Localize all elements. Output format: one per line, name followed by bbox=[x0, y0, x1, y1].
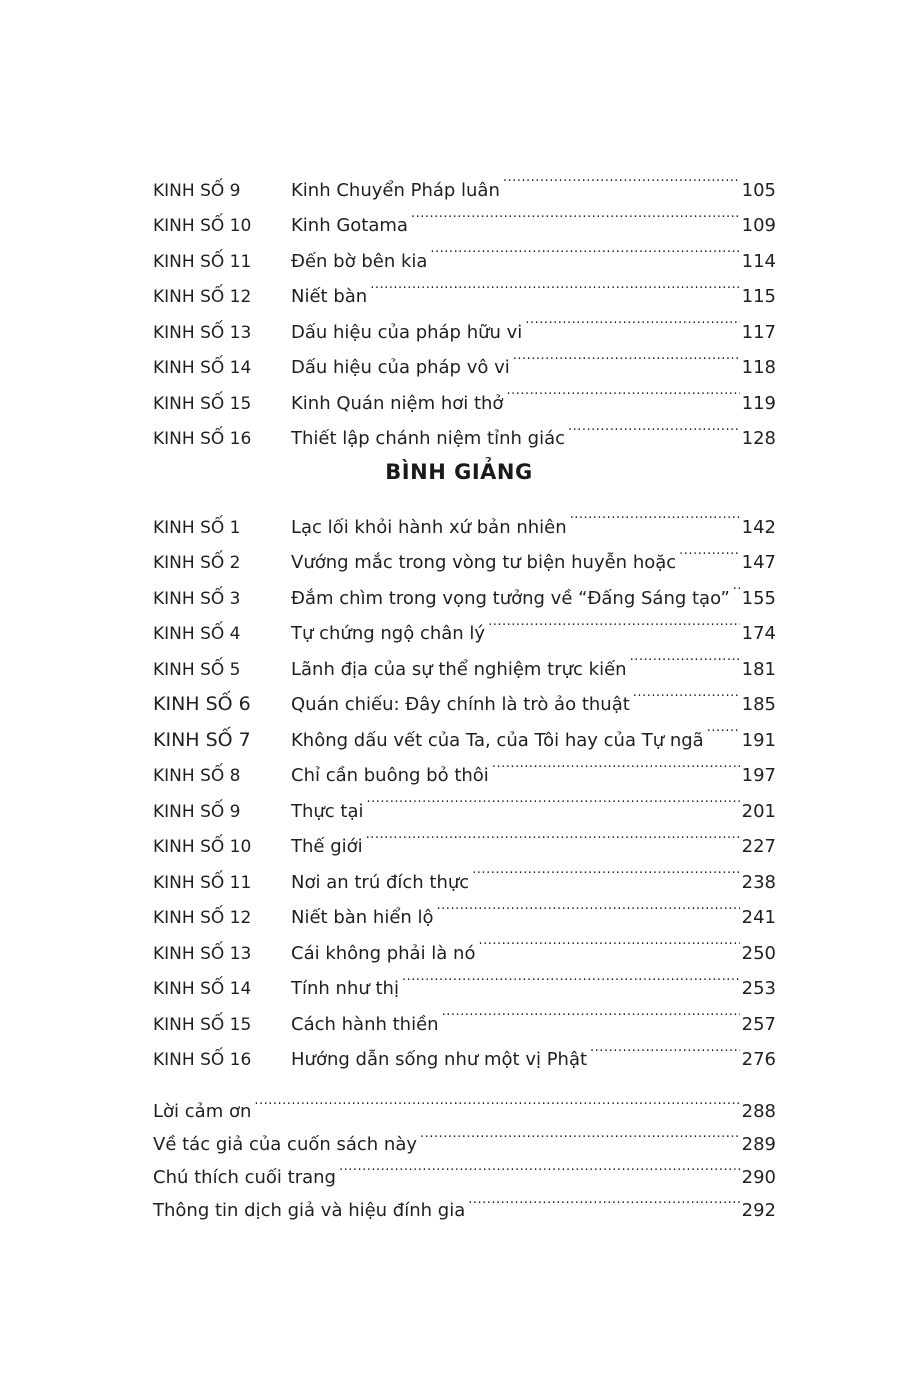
toc-leader-dots bbox=[492, 746, 740, 782]
toc-entry-label: KINH SỐ 11 bbox=[153, 251, 252, 272]
toc-entry-page: 128 bbox=[740, 421, 776, 457]
toc-entry-page: 109 bbox=[740, 208, 776, 244]
toc-entry-page: 288 bbox=[740, 1095, 776, 1128]
toc-entry-label: KINH SỐ 13 bbox=[153, 943, 252, 964]
toc-entry-title: Nơi an trú đích thực bbox=[291, 871, 470, 893]
toc-leader-dots bbox=[478, 923, 739, 959]
toc-leader-dots bbox=[468, 1183, 739, 1216]
toc-entry-title: Vướng mắc trong vòng tư biện huyễn hoặc bbox=[291, 552, 677, 573]
toc-entry-page: 289 bbox=[740, 1128, 776, 1161]
section-heading: BÌNH GIẢNG bbox=[385, 460, 533, 484]
toc-entry-page: 276 bbox=[740, 1042, 776, 1078]
toc-entry-label: KINH SỐ 9 bbox=[153, 801, 241, 822]
toc-entry-page: 290 bbox=[740, 1161, 776, 1194]
toc-entry-page: 115 bbox=[740, 279, 776, 315]
toc-entry-title: Hướng dẫn sống như một vị Phật bbox=[291, 1049, 588, 1070]
toc-entry-label: KINH SỐ 14 bbox=[153, 979, 252, 999]
toc-entry-title: Lãnh địa của sự thể nghiệm trực kiến bbox=[291, 658, 627, 680]
toc-section-commentary bbox=[153, 497, 776, 1070]
toc-entry-label: KINH SỐ 3 bbox=[153, 588, 241, 609]
toc-leader-dots bbox=[420, 1117, 740, 1150]
toc-leader-dots bbox=[707, 710, 740, 746]
toc-entry-page: 114 bbox=[740, 244, 776, 280]
toc-entry-title: Về tác giả của cuốn sách này bbox=[153, 1134, 418, 1155]
toc-entry-title: Dấu hiệu của pháp vô vi bbox=[291, 357, 510, 378]
toc-entry-title: Kinh Quán niệm hơi thở bbox=[291, 392, 504, 414]
toc-entry-page: 197 bbox=[740, 758, 776, 794]
toc-section-back-matter bbox=[153, 1084, 776, 1221]
toc-leader-dots bbox=[254, 1084, 739, 1117]
toc-leader-dots bbox=[339, 1150, 740, 1183]
toc-entry-title: Lời cảm ơn bbox=[153, 1101, 252, 1122]
toc-entry-label: KINH SỐ 12 bbox=[153, 287, 252, 307]
toc-entry-page: 181 bbox=[740, 652, 776, 688]
toc-entry-title: Niết bàn hiển lộ bbox=[291, 907, 434, 928]
toc-entry-page: 257 bbox=[740, 1007, 776, 1043]
toc-entry-title: Tự chứng ngộ chân lý bbox=[291, 623, 486, 644]
toc-leader-dots bbox=[411, 196, 740, 232]
toc-entry-label: KINH SỐ 15 bbox=[153, 393, 252, 414]
toc-entry-page: 241 bbox=[740, 900, 776, 936]
toc-entry-title: Thực tại bbox=[291, 800, 364, 822]
toc-entry-title: Kinh Chuyển Pháp luân bbox=[291, 179, 500, 201]
toc-entry bbox=[153, 497, 776, 538]
toc-leader-dots bbox=[590, 1030, 740, 1066]
toc-entry-page: 119 bbox=[740, 386, 776, 422]
toc-leader-dots bbox=[630, 639, 740, 675]
toc-entry-page: 117 bbox=[740, 315, 776, 351]
toc-leader-dots bbox=[733, 568, 740, 604]
toc-leader-dots bbox=[442, 994, 740, 1030]
toc-entry-page: 105 bbox=[740, 173, 776, 209]
toc-leader-dots bbox=[506, 373, 739, 409]
toc-entry-page: 201 bbox=[740, 794, 776, 830]
toc-leader-dots bbox=[568, 409, 740, 445]
toc-entry-title: Niết bàn bbox=[291, 286, 368, 307]
toc-leader-dots bbox=[402, 959, 740, 995]
toc-entry-title: Thông tin dịch giả và hiệu đính gia bbox=[153, 1200, 466, 1221]
toc-entry-label: KINH SỐ 16 bbox=[153, 1050, 252, 1070]
toc-entry-page: 191 bbox=[740, 723, 776, 759]
toc-entry-label: KINH SỐ 7 bbox=[153, 728, 251, 751]
toc-leader-dots bbox=[525, 302, 739, 338]
toc-leader-dots bbox=[633, 675, 740, 711]
toc-entry-page: 292 bbox=[740, 1194, 776, 1227]
toc-leader-dots bbox=[430, 231, 739, 267]
toc-entry-label: KINH SỐ 8 bbox=[153, 766, 241, 786]
toc-entry-label: KINH SỐ 13 bbox=[153, 322, 252, 343]
toc-entry-title: Không dấu vết của Ta, của Tôi hay của Tự ngã bbox=[291, 729, 704, 751]
toc-entry-title: Lạc lối khỏi hành xứ bản nhiên bbox=[291, 516, 567, 538]
toc-entry-title: Tính như thị bbox=[291, 978, 399, 999]
toc-entry-page: 142 bbox=[740, 510, 776, 546]
toc-entry-label: KINH SỐ 14 bbox=[153, 358, 252, 378]
toc-entry-title: Chú thích cuối trang bbox=[153, 1167, 336, 1188]
toc-entry-label: KINH SỐ 5 bbox=[153, 659, 241, 680]
toc-entry-label: KINH SỐ 10 bbox=[153, 216, 252, 236]
toc-entry-label: KINH SỐ 11 bbox=[153, 872, 252, 893]
toc-entry-title: Chỉ cần buông bỏ thôi bbox=[291, 765, 489, 786]
toc-entry-label: KINH SỐ 16 bbox=[153, 429, 252, 449]
toc-entry-label: KINH SỐ 15 bbox=[153, 1014, 252, 1035]
toc-leader-dots bbox=[503, 160, 740, 196]
toc-leader-dots bbox=[570, 497, 740, 533]
toc-entry-title: Quán chiếu: Đây chính là trò ảo thuật bbox=[291, 694, 630, 715]
toc-entry-page: 185 bbox=[740, 687, 776, 723]
toc-entry-label: KINH SỐ 10 bbox=[153, 837, 252, 857]
toc-entry-title: Đắm chìm trong vọng tưởng về “Đấng Sáng tạo” bbox=[291, 587, 730, 609]
toc-entry-page: 147 bbox=[740, 545, 776, 581]
toc-entry-title: Thiết lập chánh niệm tỉnh giác bbox=[291, 428, 565, 449]
toc-entry-page: 238 bbox=[740, 865, 776, 901]
toc-entry-page: 253 bbox=[740, 971, 776, 1007]
toc-entry-title: Thế giới bbox=[291, 836, 363, 857]
toc-entry-label: KINH SỐ 6 bbox=[153, 693, 251, 715]
toc-entry-page: 155 bbox=[740, 581, 776, 617]
toc-leader-dots bbox=[472, 852, 739, 888]
toc-entry-title: Kinh Gotama bbox=[291, 215, 408, 236]
toc-leader-dots bbox=[437, 888, 740, 924]
toc-entry-label: KINH SỐ 9 bbox=[153, 180, 241, 201]
toc-entry-label: KINH SỐ 12 bbox=[153, 908, 252, 928]
toc-entry-page: 227 bbox=[740, 829, 776, 865]
toc-entry-title: Cách hành thiền bbox=[291, 1013, 439, 1035]
toc-entry-label: KINH SỐ 4 bbox=[153, 624, 241, 644]
toc-entry-title: Dấu hiệu của pháp hữu vi bbox=[291, 321, 523, 343]
toc-leader-dots bbox=[488, 604, 740, 640]
toc-leader-dots bbox=[679, 533, 739, 569]
toc-leader-dots bbox=[370, 267, 739, 303]
toc-leader-dots bbox=[513, 338, 740, 374]
toc-section-sutras bbox=[153, 160, 776, 449]
toc-entry-page: 118 bbox=[740, 350, 776, 386]
toc-entry-title: Cái không phải là nó bbox=[291, 942, 476, 964]
toc-entry-label: KINH SỐ 2 bbox=[153, 553, 241, 573]
toc-leader-dots bbox=[367, 781, 740, 817]
toc-entry-page: 174 bbox=[740, 616, 776, 652]
toc-entry-title: Đến bờ bên kia bbox=[291, 250, 428, 272]
toc-entry bbox=[153, 160, 776, 201]
toc-entry bbox=[153, 1084, 776, 1122]
toc-entry-label: KINH SỐ 1 bbox=[153, 517, 241, 538]
toc-entry-page: 250 bbox=[740, 936, 776, 972]
toc-leader-dots bbox=[366, 817, 740, 853]
